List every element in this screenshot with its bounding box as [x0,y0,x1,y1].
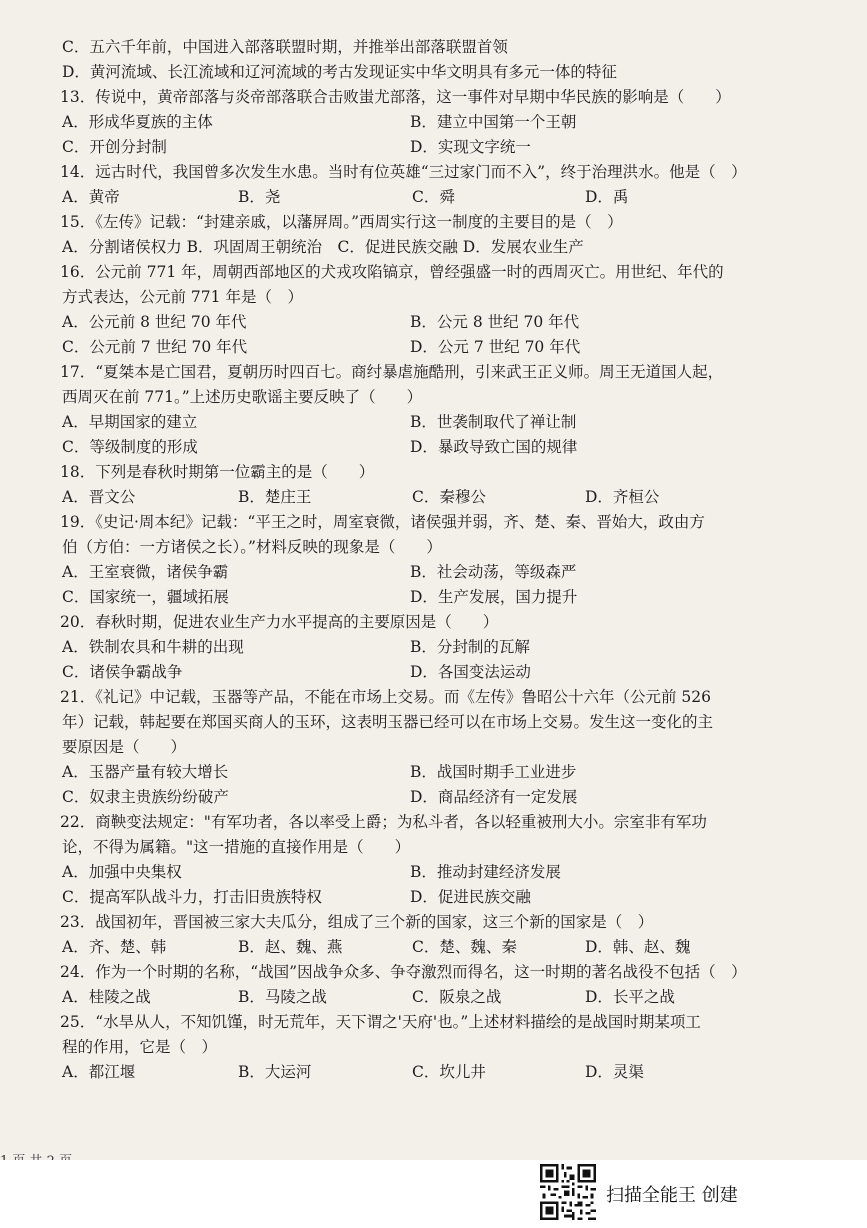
question-14: 14．远古时代，我国曾多次发生水患。当时有位英雄“三过家门而不入”，终于治理洪水。他是（ ） [60,163,747,181]
question-19-cont: 伯（方伯：一方诸侯之长）。”材料反映的现象是（ ） [62,538,442,556]
question-17: 17．“夏桀本是亡国君，夏朝历时四百七。商纣暴虐施酷刑，引来武王正义师。周王无道国人起， [60,363,724,381]
question-21-cont: 年）记载，韩起要在郑国买商人的玉环，这表明玉器已经可以在市场上交易。发生这一变化的主 [62,713,714,731]
option-c: C．五六千年前，中国进入部落联盟时期，并推举出部落联盟首领 [62,38,508,56]
question-20: 20．春秋时期，促进农业生产力水平提高的主要原因是（ ） [60,613,499,631]
option-d: D．灵渠 [585,1063,644,1081]
option-a: A．铁制农具和牛耕的出现 [62,638,244,656]
option-b: B．大运河 [238,1063,312,1081]
question-21-cont2: 要原因是（ ） [62,738,187,756]
option-b: B．楚庄王 [238,488,312,506]
option-a: A．公元前 8 世纪 70 年代 [62,313,247,331]
option-a: A．玉器产量有较大增长 [62,763,229,781]
option-a: A．加强中央集权 [62,863,182,881]
option-a: A．晋文公 [62,488,136,506]
question-22-cont: 论，不得为属籍。"这一措施的直接作用是（ ） [62,838,411,856]
option-d: D．公元 7 世纪 70 年代 [410,338,581,356]
option-c: C．舜 [412,188,455,206]
option-c: C．诸侯争霸战争 [62,663,183,681]
question-16-cont: 方式表达，公元前 771 年是（ ） [62,288,303,306]
question-18: 18．下列是春秋时期第一位霸主的是（ ） [60,463,375,481]
question-21: 21．《礼记》中记载，玉器等产品，不能在市场上交易。而《左传》鲁昭公十六年（公元前 526 [60,688,711,706]
option-a: A．早期国家的建立 [62,413,198,431]
option-b: B．建立中国第一个王朝 [410,113,577,131]
question-22: 22．商鞅变法规定："有军功者，各以率受上爵；为私斗者，各以轻重被刑大小。宗室非有军功 [60,813,707,831]
option-c: C．等级制度的形成 [62,438,198,456]
option-c: C．开创分封制 [62,138,167,156]
option-a: A．形成华夏族的主体 [62,113,213,131]
option-b: B．推动封建经济发展 [410,863,561,881]
option-a: A．齐、楚、韩 [62,938,167,956]
option-d: D．韩、赵、魏 [585,938,691,956]
option-a: A．黄帝 [62,188,120,206]
option-c: C．公元前 7 世纪 70 年代 [62,338,248,356]
option-d: D．促进民族交融 [410,888,531,906]
option-d: D．齐桓公 [585,488,660,506]
question-25: 25．“水旱从人，不知饥馑，时无荒年，天下谓之'天府'也。”上述材料描绘的是战国时期某项工 [60,1013,701,1031]
option-c: C．国家统一，疆域拓展 [62,588,229,606]
option-b: B．战国时期手工业进步 [410,763,577,781]
option-d: D．黄河流域、长江流域和辽河流域的考古发现证实中华文明具有多元一体的特征 [62,63,617,81]
qr-code-icon [540,1164,596,1220]
question-24: 24．作为一个时期的名称，“战国”因战争众多、争夺激烈而得名，这一时期的著名战役不包括（ ） [60,963,747,981]
option-a: A．王室衰微，诸侯争霸 [62,563,229,581]
option-d: D．暴政导致亡国的规律 [410,438,578,456]
option-b: B．分封制的瓦解 [410,638,530,656]
option-d: D．实现文字统一 [410,138,531,156]
option-b: B．世袭制取代了禅让制 [410,413,577,431]
options-15: A．分割诸侯权力 B．巩固周王朝统治 C．促进民族交融 D．发展农业生产 [62,238,584,256]
option-d: D．长平之战 [585,988,675,1006]
option-c: C．秦穆公 [412,488,486,506]
option-c: C．坎儿井 [412,1063,486,1081]
question-16: 16．公元前 771 年，周朝西部地区的犬戎攻陷镐京，曾经强盛一时的西周灭亡。用世纪、年代的 [60,263,724,281]
question-23: 23．战国初年，晋国被三家大夫瓜分，组成了三个新的国家，这三个新的国家是（ ） [60,913,654,931]
option-d: D．生产发展，国力提升 [410,588,578,606]
question-19: 19．《史记·周本纪》记载：“平王之时，周室衰微，诸侯强并弱，齐、楚、秦、晋始大，政由方 [60,513,705,531]
option-a: A．桂陵之战 [62,988,151,1006]
option-d: D．禹 [585,188,629,206]
option-c: C．奴隶主贵族纷纷破产 [62,788,229,806]
option-b: B．公元 8 世纪 70 年代 [410,313,580,331]
option-c: C．阪泉之战 [412,988,502,1006]
option-a: A．都江堰 [62,1063,136,1081]
question-15: 15．《左传》记载：“封建亲戚，以藩屏周。”西周实行这一制度的主要目的是（ ） [60,213,623,231]
question-17-cont: 西周灭在前 771。”上述历史歌谣主要反映了（ ） [62,388,423,406]
scanner-brand-text: 扫描全能王 创建 [606,1185,738,1206]
option-b: B．社会动荡，等级森严 [410,563,577,581]
option-b: B．赵、魏、燕 [238,938,343,956]
option-b: B．尧 [238,188,281,206]
option-d: D．商品经济有一定发展 [410,788,578,806]
question-13: 13．传说中，黄帝部落与炎帝部落联合击败蚩尤部落，这一事件对早期中华民族的影响是（ ） [60,88,731,106]
option-d: D．各国变法运动 [410,663,531,681]
question-25-cont: 程的作用，它是（ ） [62,1038,218,1056]
option-c: C．楚、魏、秦 [412,938,517,956]
option-b: B．马陵之战 [238,988,327,1006]
option-c: C．提高军队战斗力，打击旧贵族特权 [62,888,322,906]
